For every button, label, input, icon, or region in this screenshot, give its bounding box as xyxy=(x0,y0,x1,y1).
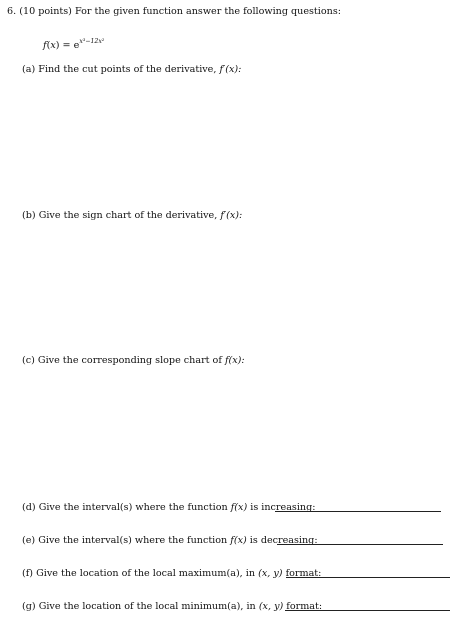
part-text: Find the cut points of the derivative, xyxy=(38,64,217,75)
part-tail: is decreasing: xyxy=(249,535,318,546)
part-letter: (g) xyxy=(22,601,36,612)
part-tail: format: xyxy=(285,568,322,579)
question-prompt: For the given function answer the following questions: xyxy=(74,6,341,17)
exponent: x³−12x² xyxy=(79,38,105,45)
part-a xyxy=(22,64,241,75)
function-definition: $f(x) = e^{x^3-12x^2}$ xyxy=(43,38,105,51)
part-g xyxy=(22,601,322,612)
part-b xyxy=(22,210,242,221)
part-text: Give the location of the local maximum(a), in xyxy=(36,568,256,579)
part-math: f′(x): xyxy=(219,64,242,75)
part-text: Give the location of the local minimum(a), in xyxy=(38,601,256,612)
part-letter: (a) xyxy=(22,64,36,75)
part-text: Give the corresponding slope chart of xyxy=(37,355,222,366)
part-letter: (f) xyxy=(22,568,34,579)
part-letter: (c) xyxy=(22,355,35,366)
exponential-base: e xyxy=(73,40,80,51)
function-name: f xyxy=(43,40,47,51)
part-math: (x, y) xyxy=(258,568,283,579)
part-math: f′(x): xyxy=(220,210,243,221)
part-math: (x, y) xyxy=(258,601,284,612)
part-math: f(x) xyxy=(230,535,247,546)
part-text: Give the sign chart of the derivative, xyxy=(38,210,218,221)
part-letter: (e) xyxy=(22,535,36,546)
answer-blank-g[interactable] xyxy=(285,610,450,611)
question-points: (10 points) xyxy=(19,6,72,17)
part-text: Give the interval(s) where the function xyxy=(38,535,228,546)
part-math: f(x): xyxy=(224,355,245,366)
part-tail: is increasing: xyxy=(250,502,316,513)
question-header xyxy=(7,6,341,17)
part-math: f(x) xyxy=(230,502,248,513)
part-d xyxy=(22,502,315,513)
part-letter: (d) xyxy=(22,502,36,513)
part-f xyxy=(22,568,321,579)
part-text: Give the interval(s) where the function xyxy=(38,502,228,513)
answer-blank-d[interactable] xyxy=(275,511,441,512)
answer-blank-f[interactable] xyxy=(286,577,450,578)
part-letter: (b) xyxy=(22,210,36,221)
part-c xyxy=(22,355,245,366)
part-e xyxy=(22,535,318,546)
part-tail: format: xyxy=(286,601,323,612)
equals-sign: = xyxy=(62,40,71,51)
answer-blank-e[interactable] xyxy=(277,544,443,545)
question-number: 6. xyxy=(7,6,17,17)
